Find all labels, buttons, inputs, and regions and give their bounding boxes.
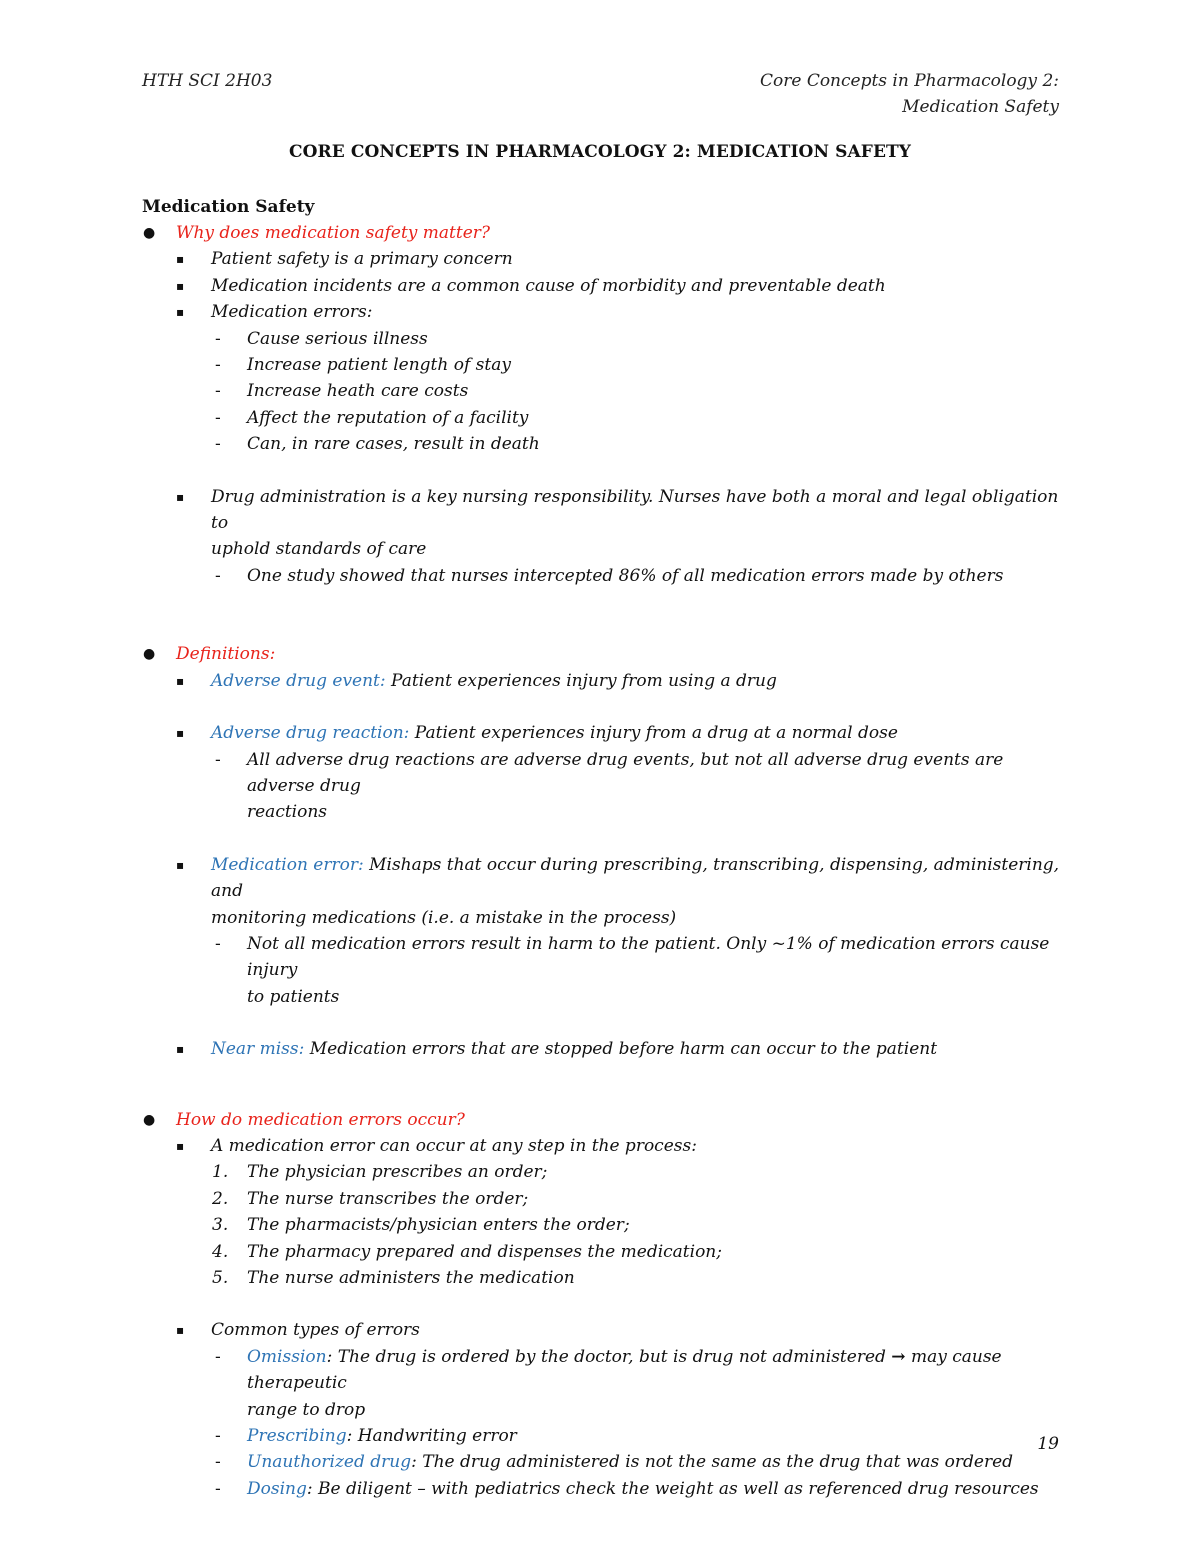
- arrow-right-icon: →: [891, 1346, 906, 1367]
- error-type-term: Unauthorized drug: [247, 1452, 412, 1473]
- list-text: reactions: [247, 802, 328, 823]
- running-header-course: HTH SCI 2H03: [142, 71, 273, 91]
- list-item: [142, 1107, 1072, 1133]
- document-title: CORE CONCEPTS IN PHARMACOLOGY 2: MEDICATION SAFETY: [288, 142, 912, 162]
- numbered-item: [142, 1159, 1072, 1185]
- square-bullet-icon: ▪: [176, 726, 185, 741]
- list-text: Medication errors:: [211, 302, 373, 323]
- list-item: [142, 431, 1072, 457]
- list-item: [142, 352, 1072, 378]
- definition-text: Medication errors that are stopped before harm can occur to the patient: [304, 1039, 938, 1060]
- list-item: [142, 563, 1072, 589]
- square-bullet-icon: ▪: [176, 252, 185, 267]
- list-text: Patient safety is a primary concern: [211, 249, 513, 270]
- definition-term: Adverse drug reaction:: [211, 723, 410, 744]
- dash-icon: -: [215, 933, 221, 954]
- list-text: Cause serious illness: [247, 328, 428, 349]
- list-item: [142, 931, 1072, 984]
- list-text: Increase patient length of stay: [247, 355, 511, 376]
- running-header-topic: [760, 68, 1059, 120]
- list-text: range to drop: [247, 1399, 366, 1420]
- list-text: Drug administration is a key nursing responsibility. Nurses have both a moral and legal obligation to: [211, 486, 1059, 534]
- list-item: [142, 1344, 1072, 1397]
- question-heading: How do medication errors occur?: [176, 1109, 465, 1130]
- square-bullet-icon: ▪: [176, 1323, 185, 1338]
- bullet-icon: ●: [143, 1111, 156, 1128]
- square-bullet-icon: ▪: [176, 278, 185, 293]
- list-item: [142, 405, 1072, 431]
- square-bullet-icon: ▪: [176, 1042, 185, 1057]
- error-type-term: Omission: [247, 1346, 327, 1367]
- definition-term: Medication error:: [211, 854, 364, 875]
- dash-icon: -: [215, 407, 221, 428]
- dash-icon: -: [215, 434, 221, 455]
- list-text: Affect the reputation of a facility: [247, 407, 529, 428]
- square-bullet-icon: ▪: [176, 305, 185, 320]
- list-text: The nurse transcribes the order;: [247, 1188, 529, 1209]
- list-text: Increase heath care costs: [247, 381, 469, 402]
- list-text: Can, in rare cases, result in death: [247, 434, 540, 455]
- definition-text: Patient experiences injury from using a drug: [385, 670, 777, 691]
- definition-text: Patient experiences injury from a drug at a normal dose: [409, 723, 898, 744]
- bullet-icon: ●: [143, 225, 156, 241]
- list-item: [142, 484, 1072, 537]
- list-text: The nurse administers the medication: [247, 1268, 575, 1288]
- list-item: [142, 220, 1072, 246]
- list-text: may cause therapeutic: [247, 1346, 1002, 1394]
- dash-icon: -: [215, 749, 221, 770]
- definition-term: Adverse drug event:: [211, 670, 386, 691]
- dash-icon: -: [215, 565, 221, 586]
- definitions-heading: Definitions:: [176, 644, 276, 665]
- list-item: [142, 326, 1072, 352]
- list-item: [142, 1423, 1072, 1449]
- list-text: to patients: [247, 986, 340, 1007]
- step-number: 2.: [212, 1188, 229, 1209]
- section-heading: Medication Safety: [142, 197, 315, 217]
- list-text: The pharmacy prepared and dispenses the medication;: [247, 1241, 722, 1262]
- list-item: [142, 1476, 1072, 1502]
- running-header-topic-line2: Medication Safety: [902, 97, 1059, 117]
- list-text: : Handwriting error: [346, 1426, 517, 1447]
- list-item-continuation: [142, 984, 1072, 1010]
- list-item: [142, 1133, 1072, 1159]
- list-text: : Be diligent – with pediatrics check the weight as well as referenced drug resources: [306, 1478, 1039, 1499]
- list-item: [142, 668, 1072, 694]
- step-number: 4.: [212, 1241, 229, 1262]
- list-item: [142, 1036, 1072, 1062]
- error-type-term: Dosing: [247, 1478, 307, 1499]
- list-text: Common types of errors: [211, 1320, 420, 1341]
- numbered-item: [142, 1239, 1072, 1265]
- definition-text: monitoring medications (i.e. a mistake in the process): [211, 907, 677, 928]
- list-item: [142, 299, 1072, 325]
- list-item-continuation: [142, 905, 1072, 931]
- list-text: Medication incidents are a common cause of morbidity and preventable death: [211, 275, 886, 296]
- list-item: [142, 641, 1072, 667]
- list-item: [142, 747, 1072, 800]
- square-bullet-icon: ▪: [176, 857, 185, 872]
- dash-icon: -: [215, 1452, 221, 1473]
- list-item: [142, 852, 1072, 905]
- list-item-continuation: [142, 536, 1072, 562]
- page-number: 19: [1037, 1434, 1059, 1454]
- list-item: [142, 1317, 1072, 1343]
- list-item: [142, 273, 1072, 299]
- list-item: [142, 1449, 1072, 1475]
- list-text: uphold standards of care: [211, 539, 427, 560]
- error-type-term: Prescribing: [247, 1426, 347, 1447]
- list-item: [142, 378, 1072, 404]
- square-bullet-icon: ▪: [176, 1138, 185, 1153]
- question-heading: Why does medication safety matter?: [176, 223, 491, 243]
- numbered-item: [142, 1265, 1072, 1291]
- step-number: 3.: [212, 1215, 229, 1236]
- list-text: A medication error can occur at any step in the process:: [211, 1135, 697, 1156]
- dash-icon: -: [215, 1426, 221, 1447]
- list-item: [142, 720, 1072, 746]
- definition-term: Near miss:: [211, 1039, 305, 1060]
- list-text: One study showed that nurses intercepted 86% of all medication errors made by others: [247, 565, 1004, 586]
- dash-icon: -: [215, 1478, 221, 1499]
- list-text: Not all medication errors result in harm to the patient. Only ~1% of medication errors cause injury: [247, 933, 1050, 981]
- dash-icon: -: [215, 355, 221, 376]
- dash-icon: -: [215, 328, 221, 349]
- dash-icon: -: [215, 1346, 221, 1367]
- numbered-item: [142, 1186, 1072, 1212]
- list-item-continuation: [142, 1397, 1072, 1423]
- running-header-topic-line1: Core Concepts in Pharmacology 2:: [759, 71, 1059, 91]
- list-text: : The drug is ordered by the doctor, but is drug not administered: [326, 1346, 892, 1367]
- square-bullet-icon: ▪: [176, 673, 185, 688]
- document-body: [142, 194, 1072, 1502]
- dash-icon: -: [215, 381, 221, 402]
- square-bullet-icon: ▪: [176, 489, 185, 504]
- definition-text: Mishaps that occur during prescribing, transcribing, dispensing, administering, and: [211, 854, 1060, 902]
- step-number: 1.: [212, 1162, 229, 1183]
- list-text: The pharmacists/physician enters the order;: [247, 1215, 630, 1236]
- numbered-item: [142, 1212, 1072, 1238]
- list-item-continuation: [142, 799, 1072, 825]
- bullet-icon: ●: [143, 646, 156, 663]
- list-text: The physician prescribes an order;: [247, 1162, 548, 1183]
- list-text: : The drug administered is not the same as the drug that was ordered: [411, 1452, 1014, 1473]
- list-text: All adverse drug reactions are adverse drug events, but not all adverse drug events are adverse drug: [247, 749, 1004, 796]
- list-item: [142, 246, 1072, 272]
- step-number: 5.: [212, 1268, 229, 1288]
